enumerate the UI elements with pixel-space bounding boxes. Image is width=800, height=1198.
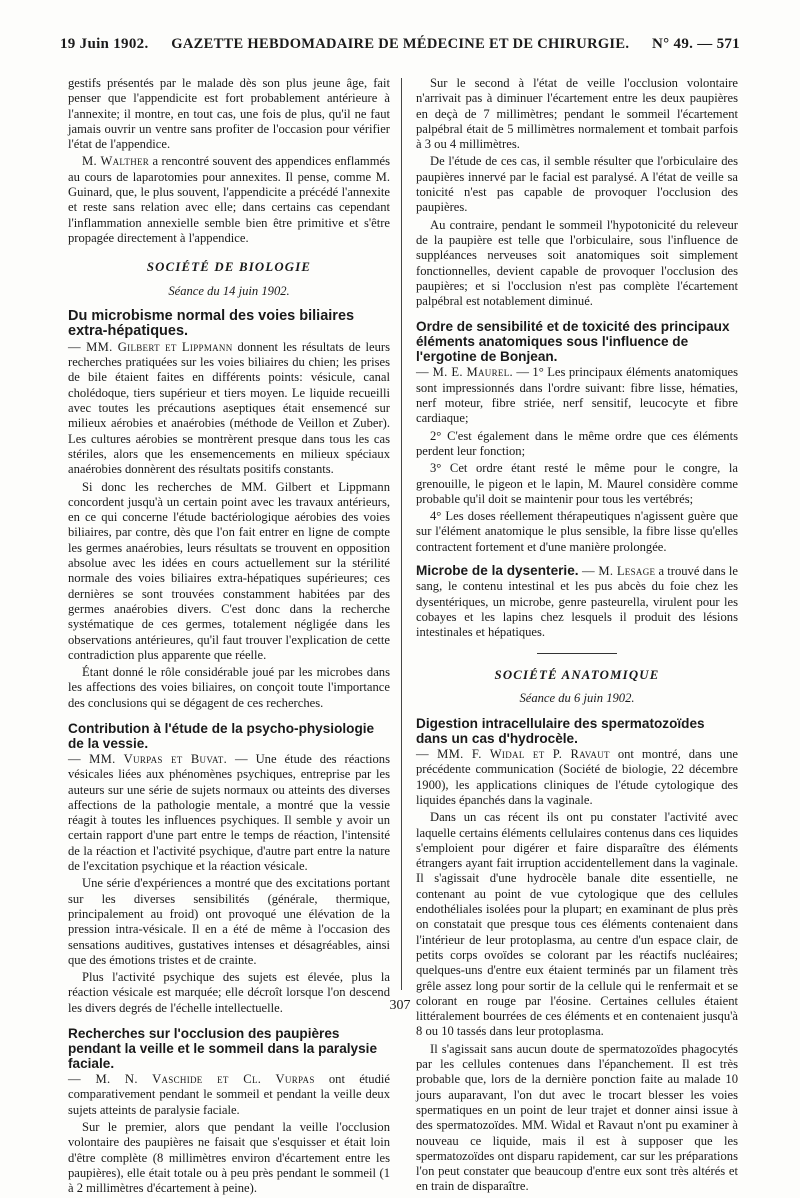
article-title: Recherches sur l'occlusion des paupières pendant la veille et le sommeil dans la paralysie faciale. xyxy=(68,1026,378,1072)
left-column xyxy=(68,76,390,1198)
paragraph: gestifs présentés par le malade dès son plus jeune âge, fait penser que l'appendicite est fort probablement antérieure à l'annexite; il montre, en tout cas, une fois de plus, qu'il ne faut jamais ouvrir un ventre sans profiter de l'occasion pour vérifier l'état de l'appendice. xyxy=(68,76,390,152)
paragraph: Sur le second à l'état de veille l'occlusion volontaire n'arrivait pas à diminuer l'écartement entre les deux paupières en deçà de 7 millimètres; pendant le sommeil l'écartement palpébral était de 5 millimètres normalement et tombait parfois à 3 ou 4 millimètres. xyxy=(416,76,738,152)
paragraph-text: a trouvé dans le sang, le contenu intestinal et les pus abcès du foie chez les dysentériques, un microbe, genre pasteurella, virulent pour les cobayes et les lapins chez lesquels il produit des lésions intestinales et hépatiques. xyxy=(416,564,738,640)
section-heading: SOCIÉTÉ ANATOMIQUE xyxy=(494,667,660,682)
article-authors: — MM. Gilbert et Lippmann xyxy=(68,339,233,354)
paragraph: Sur le premier, alors que pendant la veille l'occlusion volontaire des paupières ne faisait que s'esquisser et était loin d'être complète (8 millimètres environ d'écartement entre les paupières), elle était totale ou à peu près pendant le sommeil (1 à 2 millimètres d'écartement à peine). xyxy=(68,1119,390,1196)
article-authors: — M. Lesage xyxy=(578,564,656,579)
paragraph-text: ont montré, dans une précédente communication (Société de biologie, 22 décembre 1900), les applications cliniques de l'étude cytologique des liquides épanchés dans la vaginale. xyxy=(416,747,738,807)
article-authors: — MM. Vurpas et Buvat. xyxy=(68,751,228,766)
paragraph xyxy=(416,563,738,640)
paragraph: Dans un cas récent ils ont pu constater l'activité avec laquelle certains éléments cellulaires contenus dans ces liquides s'emploient pour digérer et faire disparaître des éléments étrangers ayant fait irruption accidentellement dans la vaginale. Il s'agissait d'une hydrocèle banale dite essentielle, ne contenant au point de vue cytologique que des cellules endothéliales isolées pour la plupart; en examinant de plus près on constatait que presque tous ces éléments contenaient dans l'intérieur de leur protoplasma, au centre d'un espace clair, de petits corps ovoïdes se colorant par les réactifs nucléaires; quelques-uns d'entre eux étaient terminés par un filament très grêle assez long pour sortir de la cellule qui le renfermait et se colorant en rouge par l'éosine. Certaines cellules étaient littéralement bourrées de ces éléments et en contenaient jusqu'à 8 ou 10 tassés dans leur protoplasma. xyxy=(416,810,738,1039)
paragraph: 2° C'est également dans le même ordre que ces éléments perdent leur fonction; xyxy=(416,428,738,458)
author-name: M. Walther xyxy=(82,154,150,169)
article-authors: — M. N. Vaschide et Cl. Vurpas xyxy=(68,1072,315,1087)
paragraph xyxy=(68,340,390,478)
running-header xyxy=(60,36,740,58)
article-authors: — M. E. Maurel. xyxy=(416,365,513,380)
paragraph-text: donnent les résultats de leurs recherches pratiquées sur les voies biliaires du chien; les prises de bile étaient faites en différents points: vésicule, canal cholédoque, tiers supérieur et tiers moyen. Le liquide recueilli avec toutes les précautions aseptiques était ensemencé sur milieux aérobies et anaérobies (méthode de Veillon et Zuber). Les cultures aérobies se montrèrent presque dans tous les cas stériles, alors que les ensemencements en milieux spéciaux anaérobies donnèrent des résultats positifs constants. xyxy=(68,339,390,477)
article-title: Ordre de sensibilité et de toxicité des principaux éléments anatomiques sous l'influence de l'ergotine de Bonjean. xyxy=(416,319,730,365)
paragraph xyxy=(68,154,390,246)
section-heading: SOCIÉTÉ DE BIOLOGIE xyxy=(146,260,312,275)
page-number: 307 xyxy=(389,998,411,1013)
article-title: Contribution à l'étude de la psycho-physiologie de la vessie. xyxy=(68,720,375,751)
paragraph-text: — Une étude des réactions vésicales liées aux phénomènes psychiques, entreprise par les auteurs sur une série de sujets normaux ou atteints des diverses affections de la pathologie mentale, a montré que la vessie réagit à toutes les influences psychiques. Il semble y avoir un certain rapport d'une part entre le temps de réaction, l'intensité de la réaction et l'activité psychique, d'autre part entre la nature de l'excitation psychique et la réaction vésicale. xyxy=(68,751,390,874)
header-date: 19 Juin 1902. xyxy=(60,36,149,52)
paragraph: De l'étude de ces cas, il semble résulter que l'orbiculaire des paupières innervé par le facial est paralysé. A l'état de veille sa tonicité n'est pas capable de provoquer l'occlusion des paupières. xyxy=(416,154,738,215)
header-title: GAZETTE HEBDOMADAIRE DE MÉDECINE ET DE CHIRURGIE. xyxy=(171,36,630,52)
article-authors: — MM. F. Widal et P. Ravaut xyxy=(416,747,610,762)
seance-date: Séance du 14 juin 1902. xyxy=(168,283,290,298)
article-title: Microbe de la dysenterie. xyxy=(416,563,579,579)
paragraph: Si donc les recherches de MM. Gilbert et Lippmann concordent jusqu'à un certain point avec les travaux antérieurs, en ce qui concerne l'étude bactériologique aérobies des voies biliaires, par contre, dès que l'on fait entrer en ligne de compte les germes anaérobies, leurs résultats se trouvent en opposition absolue avec les idées en cours actuellement sur la stérilité normale des voies biliaires extra-hépatiques supérieures; ces dernières se sont trouvées constamment habitées par des germes anaérobies divers. C'est donc dans la recherche systématique de ces germes, totalement négligée dans les observations antérieures, qu'il faut trouver l'explication de cette contradiction plus apparente que réelle. xyxy=(68,479,390,662)
paragraph: Étant donné le rôle considérable joué par les microbes dans les affections des voies biliaires, on conçoit toute l'importance des conclusions qui se dégagent de ces recherches. xyxy=(68,665,390,710)
paragraph: Au contraire, pendant le sommeil l'hypotonicité du releveur de la paupière est telle que l'orbiculaire, sous l'influence de suppléances nerveuses soit anatomiques soit simplement fonctionnelles, devient capable de provoquer l'occlusion des paupières; et si l'occlusion n'est pas complète l'écartement palpébral est notablement diminué. xyxy=(416,217,738,309)
paragraph-text: a rencontré souvent des appendices enflammés au cours de laparotomies pour annexites. Il pense, comme M. Guinard, que, le plus souvent, l'appendicite a précédé l'annexite et reste sans relation avec elle; dans certains cas cependant l'inflammation annexielle semble bien être primitive et s'être propagée directement à l'appendice. xyxy=(68,154,390,245)
paragraph: Une série d'expériences a montré que des excitations portant sur les diverses sensibilités (générale, thermique, principalement au froid) ont provoqué une élévation de la pression intra-vésicale. Il en a été de même à l'occasion des sensations auditives, gustatives intenses et désagréables, ainsi que des émotions tristes et de crainte. xyxy=(68,876,390,967)
paragraph xyxy=(68,1072,390,1118)
paragraph xyxy=(68,752,390,874)
paragraph: Il s'agissait sans aucun doute de spermatozoïdes phagocytés par les cellules contenues dans l'épanchement. Il est très probable que, lors de la dernière ponction faite au malade 10 jours auparavant, l'on dut avec le trocart blesser les voies spermatiques en un point de leur trajet et donner ainsi issue à des spermatozoïdes. MM. Widal et Ravaut n'ont pu examiner à nouveau ce liquide, mais il est à supposer que les spermatozoïdes ont disparu rapidement, car sur les préparations l'on peut constater que beaucoup d'entre eux sont très altérés et en train de disparaître. xyxy=(416,1041,738,1194)
paragraph: 4° Les doses réellement thérapeutiques n'agissent guère que sur l'élément anatomique le plus sensible, la fibre lisse qu'elles contractent fortement et d'une manière prolongée. xyxy=(416,509,738,554)
paragraph xyxy=(416,365,738,426)
right-column xyxy=(416,76,738,1197)
paragraph: 3° Cet ordre étant resté le même pour le congre, la grenouille, le pigeon et le lapin, M. Maurel considère comme probable qu'il doit se maintenir pour tous les vertébrés; xyxy=(416,461,738,506)
column-divider xyxy=(401,78,402,990)
paragraph-text: — 1° Les principaux éléments anatomiques sont impressionnés dans l'ordre suivant: fibre lisse, hématies, nerf moteur, fibre striée, nerf sensitif, leucocyte et fibre cardiaque; xyxy=(416,365,738,426)
paragraph-text: ont étudié comparativement pendant le sommeil et pendant la veille deux sujets atteints de paralysie faciale. xyxy=(68,1072,390,1117)
seance-date: Séance du 6 juin 1902. xyxy=(519,690,635,705)
header-issue: N° 49. — 571 xyxy=(652,36,740,52)
section-rule xyxy=(537,653,617,654)
article-title: Digestion intracellulaire des spermatozoïdes dans un cas d'hydrocèle. xyxy=(416,716,705,747)
paragraph: Plus l'activité psychique des sujets est élevée, plus la réaction vésicale est marquée; elle décroît lorsque l'on descend les divers degrés de l'échelle intellectuelle. xyxy=(68,970,390,1015)
paragraph xyxy=(416,747,738,808)
article-title: Du microbisme normal des voies biliaires extra-hépatiques. xyxy=(68,307,355,339)
